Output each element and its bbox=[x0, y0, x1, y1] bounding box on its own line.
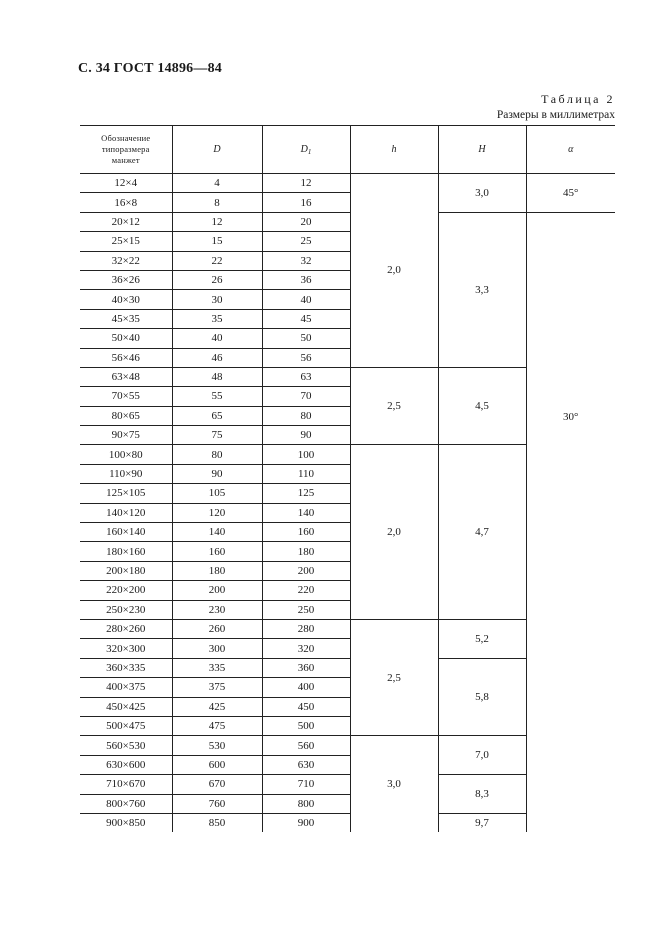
header-D1-base: D bbox=[300, 143, 308, 155]
cell-D1: 280 bbox=[262, 619, 350, 638]
cell-alpha: 45° bbox=[526, 174, 615, 213]
cell-designation: 800×760 bbox=[80, 794, 172, 813]
cell-designation: 45×35 bbox=[80, 309, 172, 328]
header-alpha: α bbox=[526, 126, 615, 174]
cell-D: 55 bbox=[172, 387, 262, 406]
header-designation-line-2: типоразмера bbox=[101, 144, 150, 154]
cell-H: 4,5 bbox=[438, 367, 526, 445]
cell-D: 80 bbox=[172, 445, 262, 464]
cell-D1: 50 bbox=[262, 329, 350, 348]
cell-D: 8 bbox=[172, 193, 262, 212]
cell-D: 22 bbox=[172, 251, 262, 270]
cell-D1: 40 bbox=[262, 290, 350, 309]
cell-H: 7,0 bbox=[438, 736, 526, 775]
cell-h: 2,0 bbox=[350, 445, 438, 620]
cell-designation: 110×90 bbox=[80, 464, 172, 483]
table-label: Таблица 2 bbox=[541, 92, 615, 106]
cell-D1: 56 bbox=[262, 348, 350, 367]
cell-designation: 63×48 bbox=[80, 367, 172, 386]
cell-designation: 56×46 bbox=[80, 348, 172, 367]
cell-H: 5,8 bbox=[438, 658, 526, 736]
cell-designation: 250×230 bbox=[80, 600, 172, 619]
header-designation-line-1: Обозначение bbox=[101, 133, 151, 143]
cell-designation: 200×180 bbox=[80, 561, 172, 580]
header-h: h bbox=[350, 126, 438, 174]
cell-D1: 450 bbox=[262, 697, 350, 716]
cell-D1: 110 bbox=[262, 464, 350, 483]
cell-D: 65 bbox=[172, 406, 262, 425]
cell-designation: 80×65 bbox=[80, 406, 172, 425]
cell-designation: 100×80 bbox=[80, 445, 172, 464]
cell-D: 850 bbox=[172, 813, 262, 832]
cell-D: 160 bbox=[172, 542, 262, 561]
cell-D: 90 bbox=[172, 464, 262, 483]
cell-D1: 220 bbox=[262, 581, 350, 600]
cell-D1: 710 bbox=[262, 775, 350, 794]
table-row bbox=[80, 174, 615, 193]
page-header: С. 34 ГОСТ 14896—84 bbox=[78, 61, 222, 76]
table-body bbox=[80, 174, 615, 833]
header-D: D bbox=[172, 126, 262, 174]
cell-D: 230 bbox=[172, 600, 262, 619]
cell-D1: 45 bbox=[262, 309, 350, 328]
cell-designation: 70×55 bbox=[80, 387, 172, 406]
cell-H: 4,7 bbox=[438, 445, 526, 620]
cell-designation: 400×375 bbox=[80, 678, 172, 697]
cell-designation: 12×4 bbox=[80, 174, 172, 193]
cell-D1: 100 bbox=[262, 445, 350, 464]
header-designation bbox=[80, 126, 172, 174]
cell-H: 8,3 bbox=[438, 775, 526, 814]
cell-designation: 160×140 bbox=[80, 523, 172, 542]
cell-designation: 16×8 bbox=[80, 193, 172, 212]
cell-D: 48 bbox=[172, 367, 262, 386]
cell-D1: 250 bbox=[262, 600, 350, 619]
table-caption: Размеры в миллиметрах bbox=[496, 109, 615, 121]
cell-D: 760 bbox=[172, 794, 262, 813]
cell-D1: 63 bbox=[262, 367, 350, 386]
cell-designation: 36×26 bbox=[80, 270, 172, 289]
cell-h: 2,0 bbox=[350, 174, 438, 368]
cell-D1: 160 bbox=[262, 523, 350, 542]
header-H: H bbox=[438, 126, 526, 174]
cell-D: 600 bbox=[172, 755, 262, 774]
cell-alpha: 30° bbox=[563, 410, 579, 423]
cell-D: 300 bbox=[172, 639, 262, 658]
cell-designation: 180×160 bbox=[80, 542, 172, 561]
cell-D: 40 bbox=[172, 329, 262, 348]
cell-designation: 125×105 bbox=[80, 484, 172, 503]
cell-D1: 630 bbox=[262, 755, 350, 774]
cell-D: 375 bbox=[172, 678, 262, 697]
cell-D: 15 bbox=[172, 232, 262, 251]
cell-D: 670 bbox=[172, 775, 262, 794]
cell-designation: 40×30 bbox=[80, 290, 172, 309]
cell-D1: 16 bbox=[262, 193, 350, 212]
cell-D: 4 bbox=[172, 174, 262, 193]
header-designation-line-3: манжет bbox=[111, 155, 140, 165]
dimensions-table bbox=[80, 125, 615, 832]
cell-D1: 90 bbox=[262, 426, 350, 445]
cell-H: 9,7 bbox=[438, 813, 526, 832]
cell-D: 260 bbox=[172, 619, 262, 638]
cell-D: 475 bbox=[172, 716, 262, 735]
cell-H: 5,2 bbox=[438, 619, 526, 658]
table-header-row bbox=[80, 126, 615, 174]
cell-D: 425 bbox=[172, 697, 262, 716]
cell-D1: 800 bbox=[262, 794, 350, 813]
cell-D1: 80 bbox=[262, 406, 350, 425]
cell-designation: 450×425 bbox=[80, 697, 172, 716]
cell-designation: 320×300 bbox=[80, 639, 172, 658]
cell-D1: 200 bbox=[262, 561, 350, 580]
cell-designation: 900×850 bbox=[80, 813, 172, 832]
cell-D1: 125 bbox=[262, 484, 350, 503]
cell-designation: 630×600 bbox=[80, 755, 172, 774]
cell-D: 75 bbox=[172, 426, 262, 445]
cell-H: 3,3 bbox=[438, 212, 526, 367]
cell-D: 530 bbox=[172, 736, 262, 755]
cell-D1: 500 bbox=[262, 716, 350, 735]
cell-D1: 560 bbox=[262, 736, 350, 755]
cell-D: 140 bbox=[172, 523, 262, 542]
cell-D1: 25 bbox=[262, 232, 350, 251]
cell-designation: 710×670 bbox=[80, 775, 172, 794]
header-D1 bbox=[262, 126, 350, 174]
cell-D1: 900 bbox=[262, 813, 350, 832]
cell-D1: 180 bbox=[262, 542, 350, 561]
cell-D1: 36 bbox=[262, 270, 350, 289]
table-row bbox=[80, 212, 615, 231]
cell-D1: 140 bbox=[262, 503, 350, 522]
cell-D: 46 bbox=[172, 348, 262, 367]
cell-designation: 220×200 bbox=[80, 581, 172, 600]
cell-designation: 500×475 bbox=[80, 716, 172, 735]
cell-designation: 280×260 bbox=[80, 619, 172, 638]
cell-designation: 25×15 bbox=[80, 232, 172, 251]
cell-designation: 20×12 bbox=[80, 212, 172, 231]
cell-designation: 32×22 bbox=[80, 251, 172, 270]
header-D1-subscript: 1 bbox=[307, 147, 312, 156]
cell-D: 335 bbox=[172, 658, 262, 677]
cell-D: 105 bbox=[172, 484, 262, 503]
cell-D: 120 bbox=[172, 503, 262, 522]
cell-D: 26 bbox=[172, 270, 262, 289]
cell-D1: 70 bbox=[262, 387, 350, 406]
cell-H: 3,0 bbox=[438, 174, 526, 213]
cell-h: 3,0 bbox=[350, 736, 438, 832]
cell-designation: 140×120 bbox=[80, 503, 172, 522]
cell-designation: 560×530 bbox=[80, 736, 172, 755]
cell-D: 180 bbox=[172, 561, 262, 580]
cell-D: 30 bbox=[172, 290, 262, 309]
cell-designation: 90×75 bbox=[80, 426, 172, 445]
cell-D: 12 bbox=[172, 212, 262, 231]
cell-designation: 360×335 bbox=[80, 658, 172, 677]
cell-D1: 32 bbox=[262, 251, 350, 270]
cell-h: 2,5 bbox=[350, 619, 438, 735]
cell-D1: 12 bbox=[262, 174, 350, 193]
cell-D1: 320 bbox=[262, 639, 350, 658]
cell-D1: 360 bbox=[262, 658, 350, 677]
cell-D1: 20 bbox=[262, 212, 350, 231]
cell-D: 35 bbox=[172, 309, 262, 328]
cell-D: 200 bbox=[172, 581, 262, 600]
cell-D1: 400 bbox=[262, 678, 350, 697]
cell-designation: 50×40 bbox=[80, 329, 172, 348]
cell-h: 2,5 bbox=[350, 367, 438, 445]
